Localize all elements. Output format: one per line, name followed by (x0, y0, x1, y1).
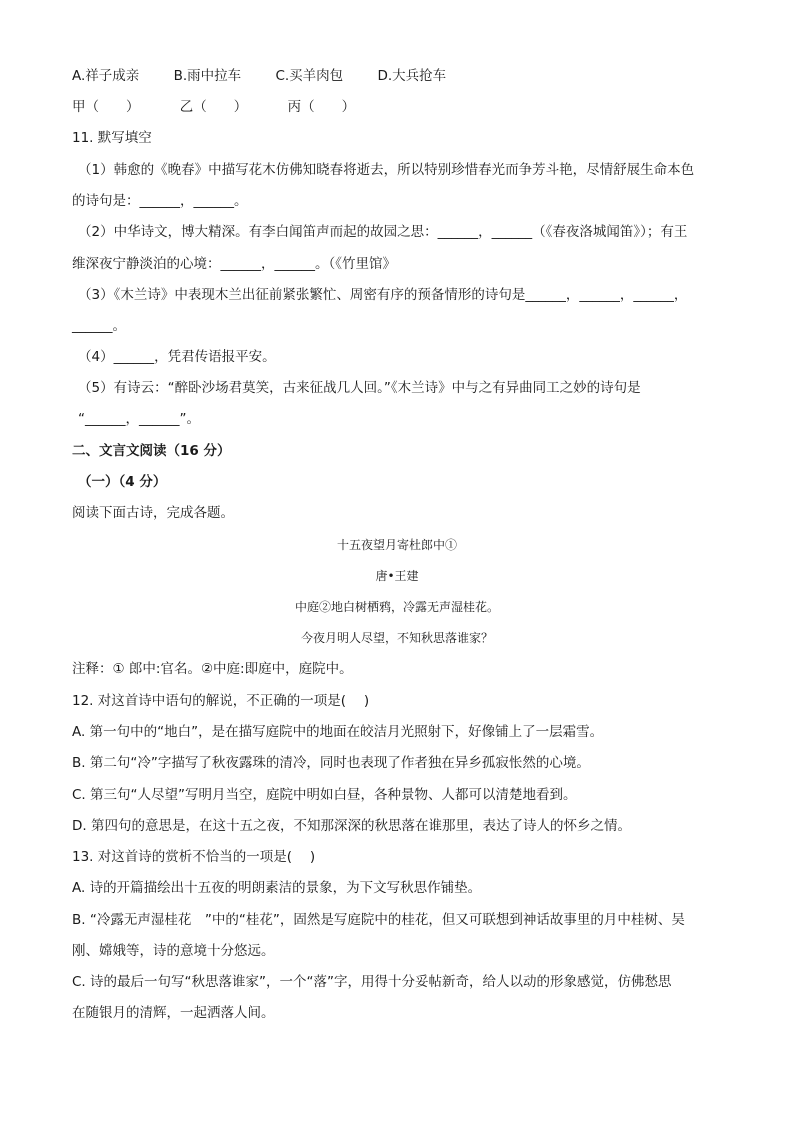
poem-author: 唐•王建 (375, 569, 419, 583)
q11-line-2: 的诗句是：______，______。 (72, 193, 248, 209)
q13-stem: 13. 对这首诗的赏析不恰当的一项是( ) (72, 849, 316, 865)
q11-title: 11. 默写填空 (72, 130, 152, 146)
q10-options (72, 66, 722, 86)
option-c: C.买羊肉包 (275, 68, 344, 84)
q12-option-d: D. 第四句的意思是，在这十五之夜，不知那深深的秋思落在谁那里，表达了诗人的怀乡之情。 (72, 818, 631, 834)
poem-title: 十五夜望月寄杜郎中① (336, 538, 457, 552)
q13-option-a: A. 诗的开篇描绘出十五夜的明朗素洁的景象，为下文写秋思作铺垫。 (72, 880, 482, 896)
section-heading: 二、文言文阅读（16 分） (72, 443, 231, 459)
q13-option-c-line-2: 在随银月的清辉，一起洒落人间。 (72, 1005, 275, 1021)
q11-line-4: 维深夜宁静淡泊的心境：______，______。（《竹里馆》 (72, 256, 396, 272)
q11-line-7: （4）______，凭君传语报平安。 (78, 349, 276, 365)
option-b: B.雨中拉车 (173, 68, 242, 84)
q11-line-6: ______。 (72, 318, 126, 334)
slot-jia: 甲（ ） (72, 99, 140, 115)
q11-line-3: （2）中华诗文，博大精深。有李白闻笛声而起的故园之思：______，______（《春夜洛城闻笛》）；有王 (78, 224, 688, 240)
q13-option-b-line-1: B. “冷露无声湿桂花 ”中的“桂花”，固然是写庭院中的桂花，但又可联想到神话故事里的月中桂树、吴 (72, 912, 685, 928)
q11-line-9: “______，______”。 (78, 411, 200, 427)
q10-answer-slots (72, 97, 722, 117)
q12-option-b: B. 第二句“冷”字描写了秋夜露珠的清冷，同时也表现了作者独在异乡孤寂怅然的心境。 (72, 755, 590, 771)
q11-line-8: （5）有诗云：“醉卧沙场君莫笑，古来征战几人回。”《木兰诗》中与之有异曲同工之妙的诗句是 (78, 380, 641, 396)
q12-stem: 12. 对这首诗中语句的解说，不正确的一项是( ) (72, 693, 370, 709)
poem-line-2: 今夜月明人尽望，不知秋思落谁家？ (300, 631, 493, 645)
q13-option-b-line-2: 刚、嫦娥等，诗的意境十分悠远。 (72, 943, 275, 959)
q11-line-1: （1）韩愈的《晚春》中描写花木仿佛知晓春将逝去，所以特别珍惜春光而争芳斗艳，尽情舒展生命本色 (78, 162, 695, 178)
q12-option-a: A. 第一句中的“地白”，是在描写庭院中的地面在皎洁月光照射下，好像铺上了一层霜雪。 (72, 724, 604, 740)
q11-line-5: （3）《木兰诗》中表现木兰出征前紧张繁忙、周密有序的预备情形的诗句是______，______，______， (78, 287, 688, 303)
poem-line-1: 中庭②地白树栖鸦，冷露无声湿桂花。 (294, 600, 499, 614)
poem-note: 注释：① 郎中:官名。②中庭:即庭中，庭院中。 (72, 661, 353, 677)
reading-instruction: 阅读下面古诗，完成各题。 (72, 505, 234, 521)
slot-yi: 乙（ ） (179, 99, 248, 115)
q13-option-c-line-1: C. 诗的最后一句写“秋思落谁家”，一个“落”字，用得十分妥帖新奇，给人以动的形象感觉，仿佛愁思 (72, 974, 672, 990)
q12-option-c: C. 第三句“人尽望”写明月当空，庭院中明如白昼，各种景物、人都可以清楚地看到。 (72, 787, 577, 803)
subsection-heading: （一）（4 分） (78, 474, 167, 490)
option-a: A.祥子成亲 (72, 68, 140, 84)
option-d: D.大兵抢车 (377, 68, 447, 84)
slot-bing: 丙（ ） (287, 99, 356, 115)
